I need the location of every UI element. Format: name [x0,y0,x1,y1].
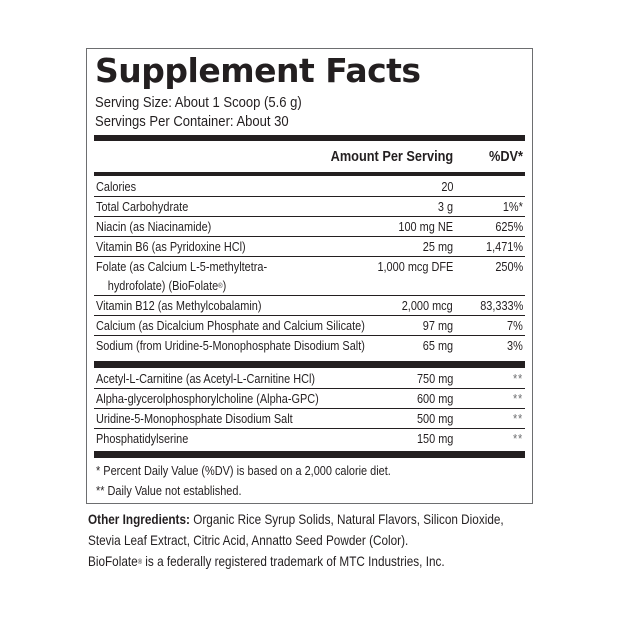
nutrient-dv: 1,471% [485,239,523,254]
other-ingredients-text [88,509,525,551]
thick-divider [94,361,525,368]
table-row [94,296,525,316]
serving-size: Serving Size: About 1 Scoop (5.6 g) [95,95,302,111]
trademark-brand: BioFolate [88,553,138,569]
nutrient-name: Niacin (as Niacinamide) [96,219,212,234]
nutrient-name: Calcium (as Dicalcium Phosphate and Calcium Silicate) [96,318,365,333]
ingredient-amount: 150 mg [416,431,453,446]
table-row [94,217,525,237]
footnote-not-established: ** Daily Value not established. [96,483,242,498]
table-row [94,409,525,429]
nutrient-name: Total Carbohydrate [96,199,189,214]
nutrient-section [94,177,525,356]
table-row [94,316,525,336]
ingredient-name: Acetyl-L-Carnitine (as Acetyl-L-Carnitine HCl) [96,371,316,386]
footnote-dv: * Percent Daily Value (%DV) is based on a 2,000 calorie diet. [96,463,391,478]
other-ingredients-section [94,369,525,449]
nutrient-dv: 3% [507,338,523,353]
table-row [94,429,525,449]
dv-header: %DV* [488,148,523,165]
nutrient-dv: 83,333% [479,298,523,313]
trademark-note [88,551,525,572]
nutrient-name: Sodium (from Uridine-5-Monophosphate Disodium Salt) [96,338,365,353]
nutrient-name [96,257,267,295]
thick-divider [94,451,525,458]
nutrient-name-line2 [96,278,226,293]
nutrient-name: Vitamin B6 (as Pyridoxine HCl) [96,239,246,254]
other-ingredients-list: Organic Rice Syrup Solids, Natural Flavors, Silicon Dioxide, Stevia Leaf Extract, Citric Acid, Annatto Seed Powder (Color). [88,511,504,548]
nutrient-amount: 2,000 mcg [402,298,453,313]
supplement-facts-panel [86,48,533,504]
registered-mark: ® [137,559,143,566]
nutrient-dv: 250% [495,259,523,274]
table-row [94,197,525,217]
nutrient-dv: 625% [495,219,523,234]
table-row [94,336,525,356]
ingredient-dv: ** [512,371,523,386]
nutrient-amount: 25 mg [422,239,453,254]
ingredient-amount: 750 mg [416,371,453,386]
thick-divider [94,135,525,141]
column-header [94,145,525,169]
nutrient-amount: 3 g [437,199,453,214]
nutrient-amount: 97 mg [422,318,453,333]
nutrient-amount: 65 mg [422,338,453,353]
header-divider [94,172,525,176]
nutrient-amount: 1,000 mcg DFE [377,259,453,274]
table-row [94,177,525,197]
table-row [94,237,525,257]
nutrient-name: Calories [96,179,137,194]
ingredient-name: Uridine-5-Monophosphate Disodium Salt [96,411,293,426]
ingredient-dv: ** [512,431,523,446]
other-ingredients-block [88,509,525,572]
nutrient-dv: 7% [507,318,523,333]
other-ingredients-label: Other Ingredients: [88,511,190,527]
registered-mark: ® [218,283,223,290]
ingredient-dv: ** [512,391,523,406]
table-row [94,257,525,296]
nutrient-name-line2-text: hydrofolate) (BioFolate [107,278,219,293]
servings-per-container: Servings Per Container: About 30 [95,114,289,130]
amount-per-serving-header: Amount Per Serving [330,148,453,165]
panel-title: Supplement Facts [95,51,421,90]
table-row [94,369,525,389]
ingredient-amount: 600 mg [416,391,453,406]
ingredient-amount: 500 mg [416,411,453,426]
ingredient-name: Phosphatidylserine [96,431,189,446]
ingredient-dv: ** [512,411,523,426]
table-row [94,389,525,409]
nutrient-name-line1: Folate (as Calcium L-5-methyltetra- [96,259,268,274]
nutrient-amount: 20 [440,179,453,194]
ingredient-name: Alpha-glycerolphosphorylcholine (Alpha-GPC) [96,391,319,406]
nutrient-name-line2-end: ) [222,278,227,293]
nutrient-amount: 100 mg NE [398,219,453,234]
nutrient-dv: 1%* [502,199,523,214]
nutrient-name: Vitamin B12 (as Methylcobalamin) [96,298,262,313]
trademark-text: is a federally registered trademark of MTC Industries, Inc. [142,553,445,569]
